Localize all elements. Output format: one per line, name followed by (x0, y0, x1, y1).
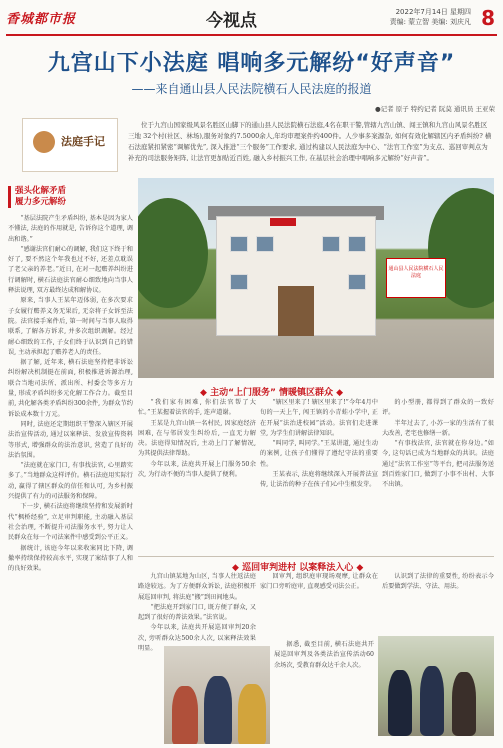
editor-line: 责编: 蒙立智 美编: 刘庆凡 (389, 18, 471, 26)
paragraph: “把法庭开到家门口, 既方便了群众, 又起到了很好的普法效果。”法官说。 (138, 603, 256, 622)
paragraph: “法庭就在家门口, 有事找法官, 心里踏实多了。”当地群众这样评价。横石法庭用实际行动, 赢得了辖区群众的信任和认可, 为乡村振兴提供了有力的司法服务和保障。 (8, 462, 133, 501)
paragraph: 同时, 法庭还定期组织干警深入辖区开展法治宣传活动, 通过以案释法、发放宣传资料等形式, 增强群众的法治意识, 营造了良好的法治氛围。 (8, 420, 133, 459)
person-figure (452, 672, 476, 736)
building-banner (270, 218, 296, 226)
left-tag-line1: 强头化解矛盾 (15, 186, 67, 196)
section-heading-text: 主动“上门服务” 情暖镇区群众 (210, 388, 334, 398)
masthead (6, 6, 497, 32)
court-building-photo (138, 178, 494, 378)
section1-column1 (138, 398, 256, 550)
subheadline: ——来自通山县人民法院横石人民法庭的报道 (131, 82, 372, 96)
window (256, 236, 274, 252)
court-sign: 通山县人民法院横石人民法庭 (386, 258, 446, 298)
column-logo-icon (33, 131, 55, 153)
paragraph: 下一步, 横石法庭将继续坚持和发展新时代“枫桥经验”, 立足审判职能, 主动融入基层社会治理, 不断提升司法服务水平, 努力让人民群众在每一个司法案件中感受到公平正义。 (8, 503, 133, 542)
paragraph: “基层法院产生矛盾纠纷, 基本是因为家人不懂法, 法庭的作用就是, 告诉你这个道理, 调出和谐。” (8, 215, 133, 243)
paragraph: 据统计, 该庭今年以来收案同比下降, 调撤率持续保持较高水平, 实现了案结事了人和的良好效果。 (8, 544, 133, 573)
paragraph: “辖区里来了! 辖区里来了!”今年4月中旬的一天上午, 闯王镇的小青蛙小学中, 正在开展“法治进校园”活动。法官们走进课堂, 为学生们讲解法律知识。 (260, 399, 378, 437)
ornament-icon: ◆ (200, 388, 211, 398)
date-block (390, 7, 471, 27)
person-figure (420, 666, 444, 736)
paragraph: “叫同学, 叫同学。”王某讲道, 通过生动的案例, 让孩子们懂得了遵纪守法的重要性。 (260, 440, 378, 468)
paragraph: 认识到了法律的重要性, 纷纷表示今后要做到学法、守法、用法。 (382, 573, 494, 591)
building-door (278, 286, 314, 336)
ornament-icon: ◆ (333, 388, 344, 398)
person-figure (172, 686, 198, 744)
paragraph: 原来, 当事人王某年迈体弱, 在多次要求子女履行赡养义务无果后, 无奈将子女诉至法院。法官接手案件后, 第一时间与当事人取得联系, 了解各方诉求, 并多次组织调解。经过耐心细致的工作, 子女们终于认识到自己的错误, 主动承担起了赡养老人的责任。 (8, 297, 133, 356)
tour-trial-photo (378, 636, 494, 736)
person-figure (238, 684, 266, 744)
page-number: 8 (481, 6, 495, 30)
window (348, 274, 366, 290)
section-heading-text: 巡回审判进村 以案释法入心 (242, 563, 354, 573)
window (348, 236, 366, 252)
column-logo (22, 118, 118, 172)
paragraph: 今年以来, 法庭共开展上门服务50余次, 为行动不便的当事人提供了便利。 (138, 460, 256, 479)
person-figure (388, 670, 412, 736)
left-section-tag (8, 186, 78, 208)
paragraph: 回审判, 组织庭审现场观摩, 让群众在家门口旁听庭审, 直观感受司法公正。 (260, 573, 378, 591)
section1-column2 (260, 398, 378, 550)
date-line: 2022年7月14日 星期四 (395, 8, 471, 16)
left-column-text (8, 214, 133, 740)
section2-column3 (382, 572, 494, 634)
paragraph: “我们家有困难, 你们法官帮了大忙。”王某握着法官的手, 连声道谢。 (138, 399, 256, 417)
window (322, 236, 340, 252)
paragraph: 的小型册, 都得到了群众的一致好评。 (382, 399, 494, 417)
window (230, 274, 248, 290)
ornament-icon: ◆ (353, 563, 364, 573)
section1-column3 (382, 398, 494, 550)
person-figure (204, 676, 232, 744)
paragraph: 王某表示, 法庭将继续深入开展普法宣传, 让法治的种子在孩子们心中生根发芽。 (260, 471, 378, 489)
tree (138, 198, 208, 308)
header-rule (6, 34, 497, 36)
paragraph: 九宫山镇某地为山区, 当事人往返法庭路途较远。为了方便群众诉讼, 法庭积极开展巡回审判, 将法庭“搬”到田间地头。 (138, 573, 256, 601)
mediation-photo (164, 646, 270, 744)
paragraph: “有事找法官, 法官就在你身边。”如今, 这句话已成为当地群众的共识。法庭通过“法官工作室”等平台, 把司法服务送到百姓家门口, 做到了小事不出村、大事不出镇。 (382, 440, 494, 489)
section-title: 今视点 (206, 11, 257, 31)
paragraph: “感谢法官们耐心的调解, 我们这下终于和好了, 要不然这个年我也过不好, 还差点耽误了老父亲的养老。”近日, 在对一起赡养纠纷进行调解时, 横石法庭法官耐心细致地向当事人释法说理, 双方最终达成和解协议。 (8, 245, 133, 295)
byline: ●记者 原子 特约记者 阮莫 通讯员 王亚荣 (374, 105, 495, 113)
paragraph: 王某是九宫山镇一名村民, 因家庭经济困难, 在与邻居发生纠纷后, 一直无力解决。法庭得知情况后, 主动上门了解情况, 为其提供法律帮助。 (138, 419, 256, 458)
section2-column2 (260, 572, 378, 634)
left-tag-line2: 履力多元解纷 (15, 197, 67, 207)
window (230, 236, 248, 252)
paragraph: 半年过去了, 小苏一家的生活有了很大改善, 老宅也修缮一新。 (382, 419, 494, 437)
section2-bottom-text (274, 640, 374, 671)
paragraph: 今年以来, 法庭共开展巡回审判20余次, 旁听群众达500余人次, 以案释法效果明显。 (138, 624, 256, 653)
newspaper-logo: 香城都市报 (6, 12, 77, 27)
headline: 九宫山下小法庭 唱响多元解纷“好声音” (47, 51, 456, 76)
section-divider (138, 556, 494, 557)
paragraph: 据了解, 近年来, 横石法庭坚持把非诉讼纠纷解决机制挺在前面, 积极推进诉源治理, 联合当地司法所、派出所、村委会等多方力量, 形成矛盾纠纷多元化解工作合力。截至目前, 共化解各类矛盾纠纷300余件, 为群众节约诉讼成本数十万元。 (8, 359, 133, 418)
section-heading (200, 385, 343, 398)
column-logo-text: 法庭手记 (61, 135, 105, 148)
paragraph: 据悉, 截至目前, 横石法庭共开展巡回审判及各类法治宣传活动60余场次, 受教育群众达千余人次。 (274, 641, 374, 669)
intro-paragraph: 位于九宫山国家级风景名胜区山脚下的通山县人民法院横石法庭,4名在职干警,管辖九宫山镇、闯王镇和九宫山风景名胜区三地 32个村(社区、林场),服务对象约7.5000余人,年均审理案件约400件。人少事多案源杂, 如何有效化解辖区内矛盾纠纷? 横石法庭紧扣紧密“调解优先”, 深入推进“三个服务”工作要求, 通过构建以人民法庭为中心、“法官工作室”为支点、巡回审判点为补充的司法服务矩阵, 让法官更加贴近百姓, 融入乡村振兴工作, 在基层社会治理中唱响多元解纷“好声音”。 (128, 121, 492, 162)
ornament-icon: ◆ (232, 563, 243, 573)
